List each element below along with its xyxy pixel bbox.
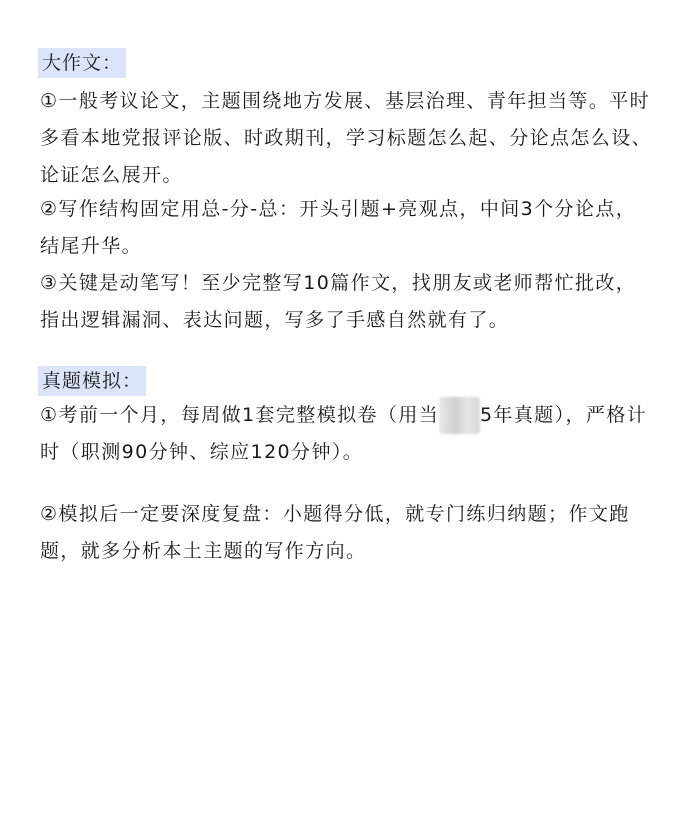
mock-exam-section-title: 真题模拟： [38, 366, 146, 396]
essay-paragraph-3: ③关键是动笔写！至少完整写10篇作文，找朋友或老师帮忙批改，指出逻辑漏洞、表达问题，写多了手感自然就有了。 [40, 272, 637, 331]
essay-paragraph-2: ②写作结构固定用总-分-总：开头引题+亮观点，中间3个分论点，结尾升华。 [40, 198, 637, 257]
mock-paragraph-1-end: 5年真题），严格计时（职测90分钟、综应120分钟）。 [40, 404, 648, 463]
mock-paragraph-1 [40, 397, 652, 471]
blurred-text [439, 397, 480, 434]
essay-section-title: 大作文： [38, 48, 126, 78]
mock-paragraph-1-start: ①考前一个月，每周做1套完整模拟卷（用当 [40, 404, 440, 426]
mock-paragraph-2: ②模拟后一定要深度复盘：小题得分低，就专门练归纳题；作文跑题，就多分析本土主题的写作方向。 [40, 503, 630, 562]
essay-paragraph-1: ①一般考议论文，主题围绕地方发展、基层治理、青年担当等。平时多看本地党报评论版、时政期刊，学习标题怎么起、分论点怎么设、论证怎么展开。 [40, 90, 653, 186]
